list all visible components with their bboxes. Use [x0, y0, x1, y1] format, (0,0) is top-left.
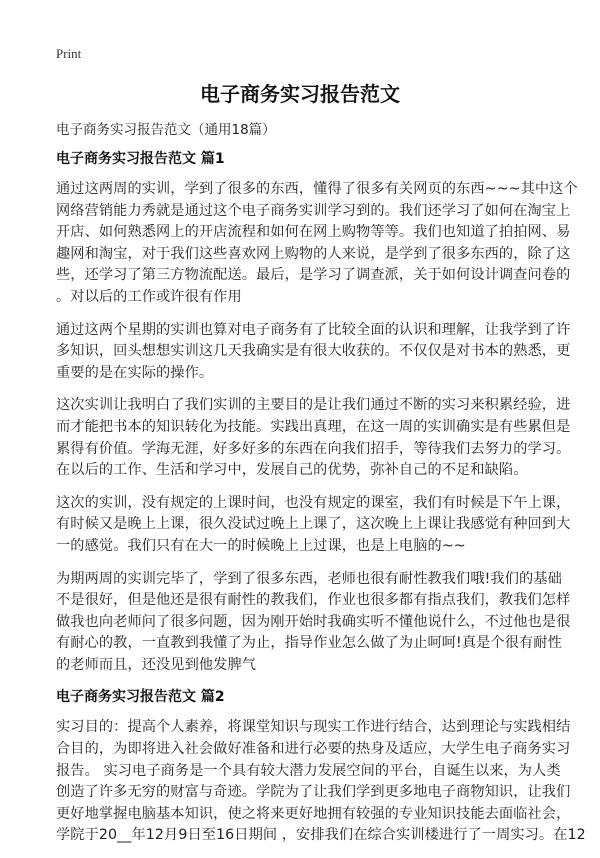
paragraph-line: 趣网和淘宝，对于我们这些喜欢网上购物的人来说，是学到了很多东西的，除了这 — [56, 245, 571, 262]
document-body — [56, 120, 586, 858]
paragraph-line: 更好地掌握电脑基本知识，使之将来更好地拥有较强的专业知识技能去面临社会， — [56, 805, 571, 822]
paragraph-line: 通过这两周的实训，学到了很多的东西，懂得了很多有关网页的东西~~~其中这个 — [56, 181, 578, 197]
paragraph-line: 有时候又是晚上上课，很久没试过晚上上课了，这次晚上上课让我感觉有种回到大 — [56, 516, 571, 533]
paragraph-line: 不是很好，但是他还是很有耐性的教我们，作业也很多都有指点我们，教我们怎样 — [56, 592, 571, 609]
paragraph — [56, 179, 578, 309]
print-link[interactable]: Print — [56, 46, 82, 61]
paragraph-line: 而才能把书本的知识转化为技能。实践出真理，在这一周的实训确实是有些累但是 — [56, 418, 571, 435]
section-heading: 电子商务实习报告范文 篇1 — [56, 151, 225, 167]
document-subtitle: 电子商务实习报告范文（通用18篇） — [56, 122, 276, 138]
paragraph-line: 网络营销能力秀就是通过这个电子商务实训学习到的。我们还学习了如何在淘宝上 — [56, 202, 571, 219]
paragraph-line: 学院于20__年12月9日至16日期间 ，安排我们在综合实训楼进行了一周实习。在12 — [56, 827, 586, 844]
paragraph-line: 一的感觉。我们只有在大一的时候晚上上过课，也是上电脑的~~ — [56, 537, 466, 554]
paragraph-line: 合目的，为即将进入社会做好准备和进行必要的热身及适应，大学生电子商务实习 — [56, 741, 571, 758]
paragraph-line: 。对以后的工作或许很有作用 — [56, 288, 242, 305]
paragraph — [56, 493, 571, 558]
paragraph-line: 做我也向老师问了很多问题，因为刚开始时我确实听不懂他说什么，不过他也是很 — [56, 613, 571, 630]
paragraph — [56, 395, 571, 481]
paragraph-line: 为期两周的实训完毕了，学到了很多东西，老师也很有耐性教我们哦!我们的基础 — [56, 570, 562, 587]
paragraph-line: 实习目的：提高个人素养，将课堂知识与现实工作进行结合，达到理论与实践相结 — [56, 719, 571, 736]
paragraph-line: 重要的是在实际的操作。 — [56, 364, 214, 381]
paragraph-line: 通过这两个星期的实训也算对电子商务有了比较全面的认识和理解，让我学到了许 — [56, 321, 571, 338]
paragraph-line: 创造了许多无穷的财富与奇迹。学院为了让我们学到更多地电子商物知识，让我们 — [56, 784, 571, 801]
paragraph-line: 多知识，回头想想实训这几天我确实是有很大收获的。不仅仅是对书本的熟悉，更 — [56, 343, 571, 360]
paragraph — [56, 320, 571, 385]
paragraph — [56, 569, 571, 677]
paragraph-line: 这次的实训，没有规定的上课时间，也没有规定的课室，我们有时候是下午上课， — [56, 494, 571, 511]
section-heading: 电子商务实习报告范文 篇2 — [56, 689, 225, 706]
paragraph-line: 累得有价值。学海无涯，好多好多的东西在向我们招手，等待我们去努力的学习。 — [56, 440, 571, 457]
paragraph-line: 有耐心的教，一直教到我懂了为止，指导作业怎么做了为止呵呵!真是个很有耐性 — [56, 635, 562, 652]
paragraph-line: 些，还学习了第三方物流配送。最后，是学习了调查派，关于如何设计调查问卷的 — [56, 267, 571, 284]
paragraph-line: 这次实训让我明白了我们实训的主要目的是让我们通过不断的实习来积累经验，进 — [56, 397, 571, 414]
paragraph-line: 在以后的工作、生活和学习中，发展自己的优势，弥补自己的不足和缺陷。 — [56, 462, 528, 479]
paragraph-line: 报告。 实习电子商务是一个具有较大潜力发展空间的平台，自诞生以来，为人类 — [56, 762, 561, 779]
paragraph-line: 的老师而且，还没见到他发脾气 — [56, 656, 257, 673]
page-title: 电子商务实习报告范文 — [200, 82, 400, 106]
paragraph-line: 开店、如何熟悉网上的开店流程和如何在网上购物等等。我们也知道了拍拍网、易 — [56, 224, 571, 241]
